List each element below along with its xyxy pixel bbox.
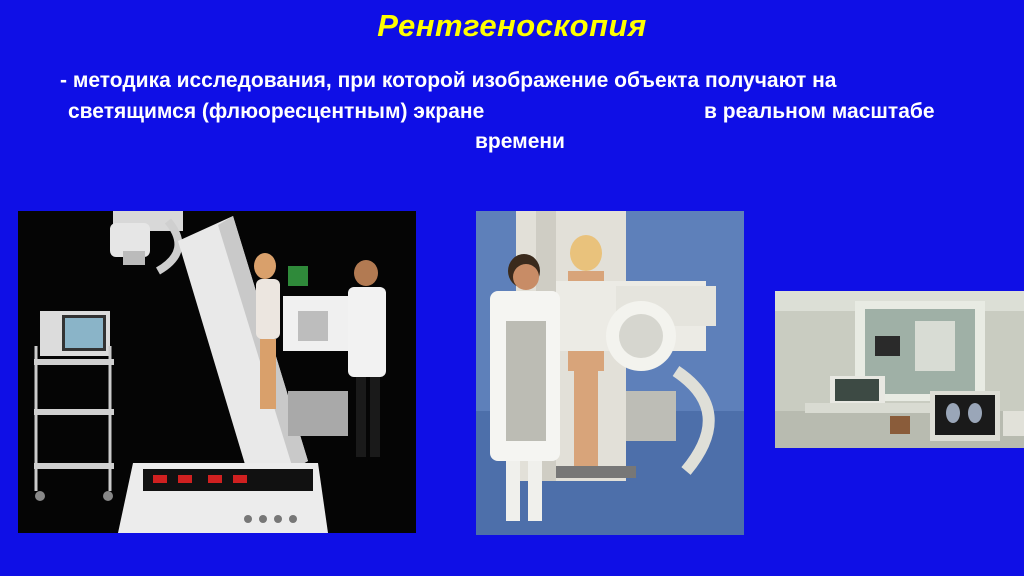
definition-line-1: - методика исследования, при которой изображение объекта получают на: [60, 69, 837, 92]
definition-line-2-right: в реальном масштабе: [704, 100, 935, 123]
definition-line-3: времени: [475, 130, 565, 153]
control-room-photo: [775, 291, 1024, 448]
slide-title: Рентгеноскопия: [377, 8, 647, 43]
definition-line-2-left: светящимся (флюоресцентным) экране: [68, 100, 485, 123]
fluoroscopy-exam-photo: [476, 211, 744, 535]
xray-unit-studio-photo: [18, 211, 416, 533]
